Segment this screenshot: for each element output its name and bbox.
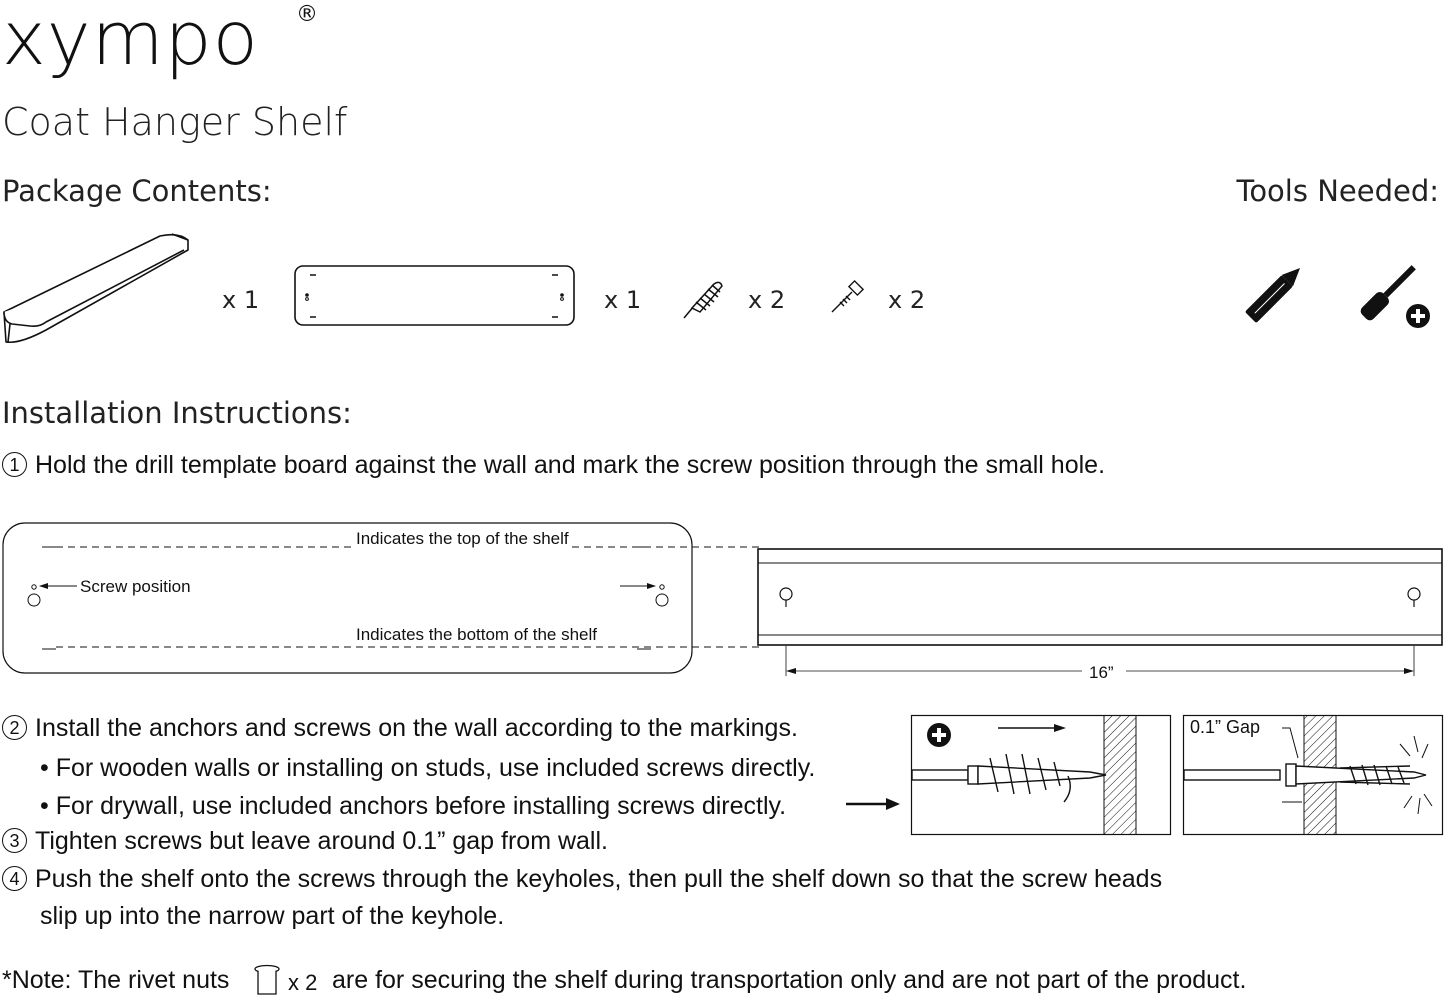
gap-label: 0.1” Gap bbox=[1190, 717, 1261, 737]
package-contents-heading: Package Contents: bbox=[2, 174, 272, 208]
installation-heading: Installation Instructions: bbox=[2, 396, 352, 430]
step-number: 1 bbox=[2, 452, 27, 477]
step-2 bbox=[2, 716, 798, 742]
screwdriver-icon bbox=[1354, 254, 1434, 330]
tools-needed-heading: Tools Needed: bbox=[1236, 174, 1439, 208]
bottom-of-shelf-label: Indicates the bottom of the shelf bbox=[353, 625, 600, 645]
screw-icon bbox=[830, 282, 866, 314]
rivet-nut-icon bbox=[254, 964, 280, 996]
anchor-install-diagram bbox=[910, 714, 1445, 838]
step-2-text: Install the anchors and screws on the wall according to the markings. bbox=[35, 714, 798, 742]
step-number: 2 bbox=[2, 715, 27, 740]
step-4-text-line2: slip up into the narrow part of the keyhole. bbox=[40, 902, 505, 930]
step-4-text-line1: Push the shelf onto the screws through the keyholes, then pull the shelf down so that the screw heads bbox=[35, 865, 1163, 893]
step-number: 3 bbox=[2, 828, 27, 853]
note-prefix: *Note: The rivet nuts bbox=[2, 966, 230, 994]
registered-mark: ® bbox=[296, 2, 318, 27]
shelf-qty: x 1 bbox=[222, 286, 260, 314]
top-of-shelf-label: Indicates the top of the shelf bbox=[353, 529, 572, 549]
anchor-qty: x 2 bbox=[748, 286, 786, 314]
step-4 bbox=[2, 867, 1162, 893]
product-title: Coat Hanger Shelf bbox=[2, 100, 348, 144]
step-number: 4 bbox=[2, 866, 27, 891]
step-1-text: Hold the drill template board against the wall and mark the screw position through the small hole. bbox=[35, 451, 1106, 479]
template-diagram bbox=[0, 520, 1445, 685]
drill-template-icon bbox=[294, 265, 576, 327]
arrow-right-icon bbox=[846, 796, 900, 812]
note-suffix: are for securing the shelf during transportation only and are not part of the product. bbox=[332, 966, 1247, 994]
screw-position-label: Screw position bbox=[77, 577, 194, 597]
step-2-bullet-wood: • For wooden walls or installing on studs, use included screws directly. bbox=[40, 754, 816, 782]
step-3 bbox=[2, 829, 608, 855]
step-2-bullet-drywall: • For drywall, use included anchors before installing screws directly. bbox=[40, 792, 787, 820]
shelf-icon bbox=[0, 230, 195, 355]
screw-qty: x 2 bbox=[888, 286, 926, 314]
step-3-text: Tighten screws but leave around 0.1” gap from wall. bbox=[35, 827, 608, 855]
template-qty: x 1 bbox=[604, 286, 642, 314]
wall-anchor-icon bbox=[680, 276, 726, 322]
brand-logo: xympo bbox=[2, 0, 259, 82]
step-1 bbox=[2, 453, 1105, 479]
dimension-label: 16” bbox=[1086, 663, 1117, 683]
rivet-nut-qty: x 2 bbox=[288, 970, 318, 995]
pencil-icon bbox=[1238, 255, 1314, 329]
